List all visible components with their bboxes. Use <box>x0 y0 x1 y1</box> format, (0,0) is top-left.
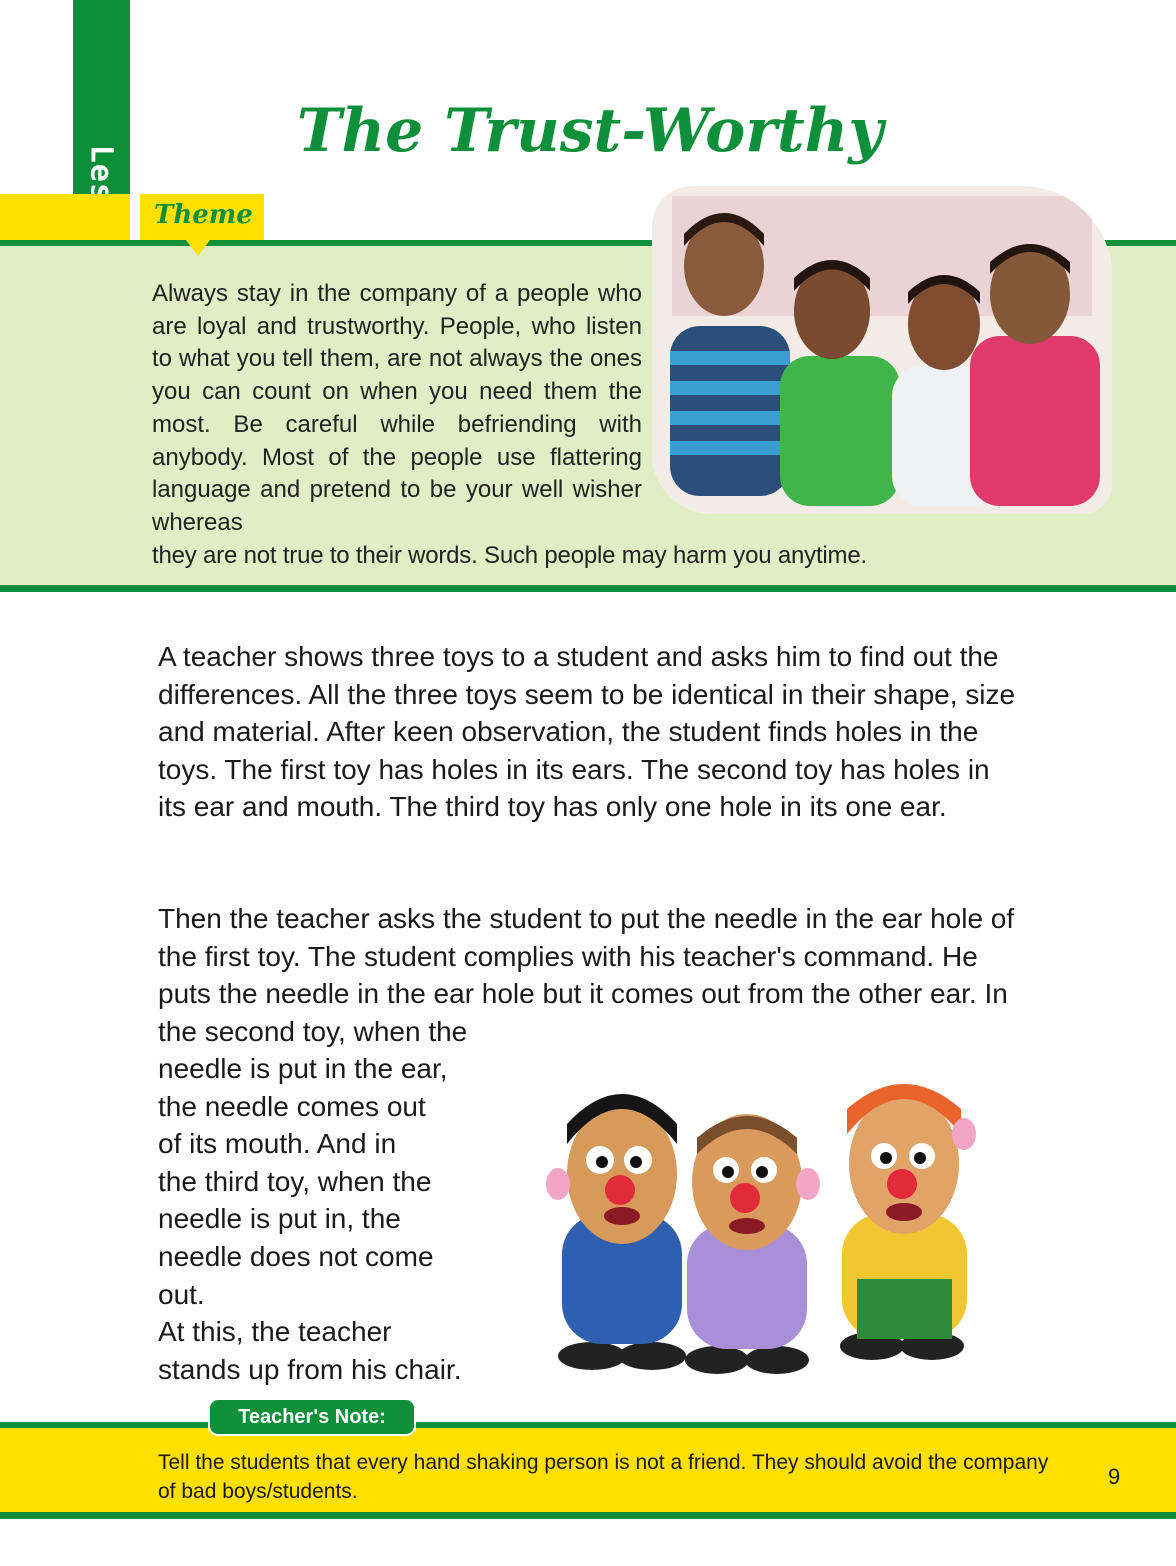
story-line: At this, the teacher <box>158 1316 392 1348</box>
story-paragraph-1: A teacher shows three toys to a student and asks him to find out the differences. All the three toys seem to be identical in their shape, size and material. After keen observation, the student finds holes in the toys. The first toy has holes in its ears. The second toy has holes in its ear and mouth. The third toy has only one hole in its one ear. <box>158 641 1016 823</box>
story-line: needle does not come <box>158 1240 434 1272</box>
page-title: The Trust-Worthy <box>296 96 884 166</box>
page-number: 9 <box>1108 1464 1121 1489</box>
teachers-note-tag <box>208 1398 416 1436</box>
potato-toys-icon <box>512 1064 1068 1380</box>
story-line: out. <box>158 1278 205 1310</box>
teachers-note-text: Tell the students that every hand shaking person is not a friend. They should avoid the company of bad boys/students. <box>158 1451 1049 1503</box>
story-paragraph-2: Then the teacher asks the student to put the needle in the ear hole of the first toy. The student complies with his teacher's command. He puts the needle in the ear hole but it comes out from the other ear. In the second toy, when the <box>158 903 1015 1047</box>
theme-heading: Theme <box>154 200 253 230</box>
theme-tag-pointer <box>186 240 210 256</box>
children-photo <box>652 186 1112 514</box>
story-line: needle is put in the ear, <box>158 1053 448 1084</box>
children-photo-illustration <box>652 186 1112 514</box>
story-line: stands up from his chair. <box>158 1353 462 1385</box>
note-bottom-line <box>0 1512 1176 1519</box>
story-paragraph-3 <box>158 1050 518 1388</box>
story-line: the third toy, when the <box>158 1165 432 1197</box>
story-line: needle is put in, the <box>158 1203 401 1235</box>
story-line: of its mouth. And in <box>158 1128 397 1160</box>
theme-text: Always stay in the company of a people who are loyal and trustworthy. People, who listen to what you tell them, are not always the ones you can count on when you need them the most. Be careful while befriending with anybody. Most of the people use flattering language and pretend to be your well wisher whereas <box>152 280 642 536</box>
theme-text-last-line: they are not true to their words. Such people may harm you anytime. <box>152 542 867 569</box>
teachers-note-label: Teacher's Note: <box>238 1406 386 1428</box>
toys-illustration <box>512 1064 1068 1380</box>
story-line: the needle comes out <box>158 1090 426 1122</box>
theme-tag <box>140 194 264 240</box>
theme-yellow-band <box>0 194 130 240</box>
